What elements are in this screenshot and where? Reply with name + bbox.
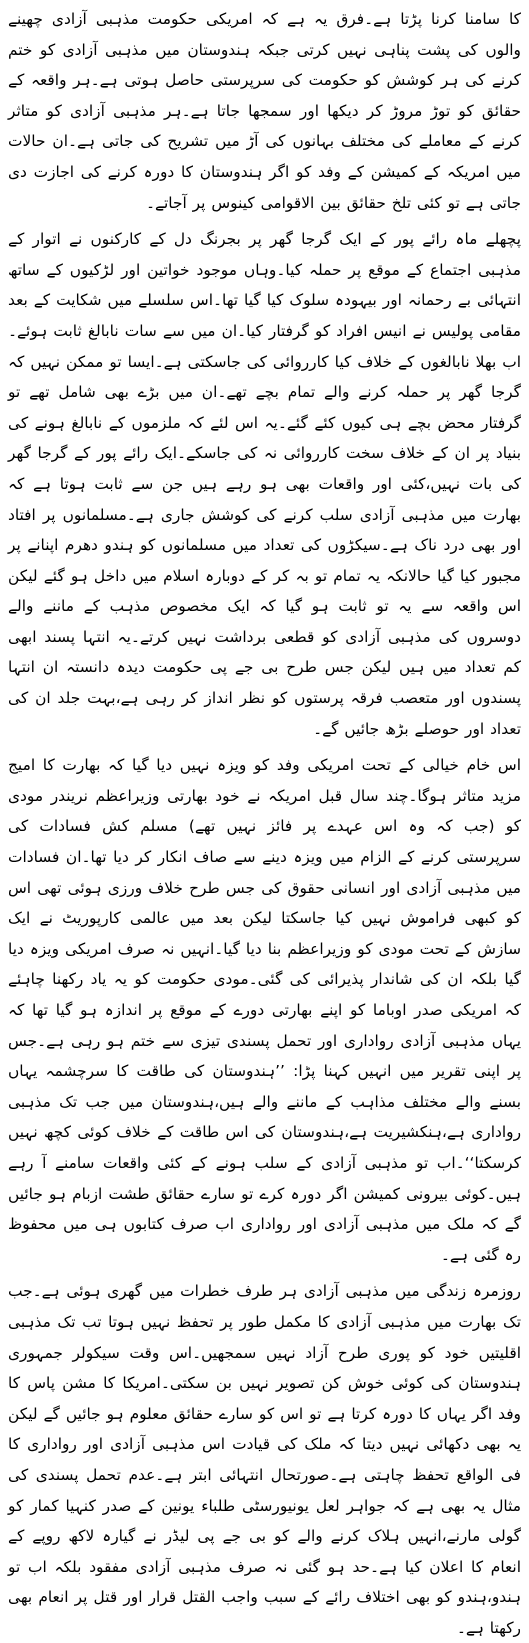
article-paragraph-3: اس خام خیالی کے تحت امریکی وفد کو ویزہ نہیں دیا گیا کہ بھارت کا امیج مزید متاثر ہوگا۔چند سال قبل امریکہ نے خود بھارتی وزیراعظم نریندر مودی کو (جب کہ وہ اس عہدے پر فائز نہیں تھے) مسلم کش فسادات کی سرپرستی کرنے کے الزام میں ویزہ دینے سے صاف انکار کر دیا تھا۔ان فسادات میں مذہبی آزادی اور انسانی حقوق کی جس طرح خلاف ورزی ہوئی تھی اس کو کبھی فراموش نہیں کیا جاسکتا لیکن بعد میں عالمی کارپوریٹ نے ایک سازش کے تحت مودی کو وزیراعظم بنا دیا گیا۔انہیں نہ صرف امریکی ویزہ دیا گیا بلکہ ان کی شاندار پذیرائی کی گئی۔مودی حکومت کو یہ یاد رکھنا چاہئے کہ امریکی صدر اوباما کو اپنے بھارتی دورے کے موقع پر اندازہ ہو گیا تھا کہ یہاں مذہبی آزادی رواداری اور تحمل پسندی تیزی سے ختم ہو رہی ہے۔جس پر اپنی تقریر میں انہیں کہنا پڑا: ’’ہندوستان کی طاقت کا سرچشمہ یہاں بسنے والے مختلف مذاہب کے ماننے والے ہیں،ہندوستان میں جب تک مذہبی رواداری ہے،ہنکشیریت ہے،ہندوستان کی اس طاقت کے خلاف کوئی کچھ نہیں کرسکتا‘‘۔اب تو مذہبی آزادی کے سلب ہونے کے کئی واقعات سامنے آ رہے ہیں۔کوئی بیرونی کمیشن اگر دورہ کرے تو سارے حقائق طشت ازبام ہو جائیں گے کہ ملک میں مذہبی آزادی اور رواداری اب صرف کتابوں ہی میں محفوظ رہ گئی ہے۔ [8,756,521,1264]
article-paragraph-4: روزمرہ زندگی میں مذہبی آزادی ہر طرف خطرات میں گھری ہوئی ہے۔جب تک بھارت میں مذہبی آزادی کا مکمل طور پر تحفظ نہیں ہوتا تب تک مذہبی اقلیتیں خود کو پوری طرح آزاد نہیں سمجھیں۔اس وقت سیکولر جمہوری ہندوستان کی کوئی خوش کن تصویر نہیں بن سکتی۔امریکا کا مشن پاس کا وفد اگر یہاں کا دورہ کرتا ہے تو اس کو سارے حقائق معلوم ہو جائیں گے لیکن یہ بھی دکھائی نہیں دیتا کہ ملک کی قیادت اس مذہبی آزادی اور رواداری کا فی الواقع تحفظ چاہتی ہے۔صورتحال انتہائی ابتر ہے۔عدم تحمل پسندی کی مثال یہ بھی ہے کہ جواہر لعل یونیورسٹی طلباء یونین کے صدر کنہیا کمار کو گولی مارنے،انہیں ہلاک کرنے والے کو بی جے پی لیڈر نے گیارہ لاکھ روپے کے انعام کا اعلان کیا ہے۔حد ہو گئی نہ صرف مذہبی آزادی مفقود بلکہ اب تو ہندو،ہندو کو بھی اختلاف رائے کے سبب واجب القتل قرار اور قتل پر انعام بھی رکھتا ہے۔ [8,1282,521,1637]
article-paragraph-2: پچھلے ماہ رائے پور کے ایک گرجا گھر پر بجرنگ دل کے کارکنوں نے اتوار کے مذہبی اجتماع کے موقع پر حملہ کیا۔وہاں موجود خواتین اور لڑکیوں کے ساتھ انتہائی بے رحمانہ اور بیہودہ سلوک کیا گیا تھا۔اس سلسلے میں شکایت کے بعد مقامی پولیس نے انیس افراد کو گرفتار کیا۔ان میں سے سات نابالغ ثابت ہوئے۔اب بھلا نابالغوں کے خلاف کیا کارروائی کی جاسکتی ہے۔ایسا تو ممکن نہیں کہ گرجا گھر پر حملہ کرنے والے تمام بچے تھے۔ان میں بڑے بھی شامل تھے تو گرفتار محض بچے ہی کیوں کئے گئے۔یہ اس لئے کہ ملزموں کے نابالغ ہونے کی بنیاد پر ان کے خلاف سخت کارروائی نہ کی جاسکے۔ایک رائے پور کے گرجا گھر کی بات نہیں،کئی اور واقعات بھی ہو رہے ہیں جن سے ثابت ہوتا ہے کہ بھارت میں مذہبی آزادی سلب کرنے کی کوشش جاری ہے۔مسلمانوں پر افتاد اور بھی درد ناک ہے۔سیکڑوں کی تعداد میں مسلمانوں کو ہندو دھرم اپنانے پر مجبور کیا گیا حالانکہ یہ تمام تو بہ کر کے دوبارہ اسلام میں داخل ہو گئے لیکن اس واقعہ سے یہ تو ثابت ہو گیا کہ ایک مخصوص مذہب کے ماننے والے دوسروں کی مذہبی آزادی کو قطعی برداشت نہیں کرتے۔یہ انتہا پسند ابھی کم تعداد میں ہیں لیکن جس طرح بی جے پی حکومت دیدہ دانستہ ان انتہا پسندوں اور متعصب فرقہ پرستوں کو نظر انداز کر رہی ہے،بہت جلد ان کی تعداد اور حوصلے بڑھ جائیں گے۔ [8,230,521,738]
article-paragraph-1: کا سامنا کرنا پڑتا ہے۔فرق یہ ہے کہ امریکی حکومت مذہبی آزادی چھینے والوں کی پشت پناہی نہیں کرتی جبکہ ہندوستان میں مذہبی آزادی کو ختم کرنے کی ہر کوشش کو حکومت کی سرپرستی حاصل ہوتی ہے۔ہر واقعہ کے حقائق کو توڑ مروڑ کر دیکھا اور سمجھا جاتا ہے۔ہر مذہبی آزادی کو متاثر کرنے کے معاملے کی مختلف بہانوں کی آڑ میں تشریح کی جاتی ہے۔ان حالات میں امریکہ کے کمیشن کے وفد کو اگر ہندوستان کا دورہ کرنے کی اجازت دی جاتی ہے تو کئی تلخ حقائق بین الاقوامی کینوس پر آجاتے۔ [8,10,521,212]
